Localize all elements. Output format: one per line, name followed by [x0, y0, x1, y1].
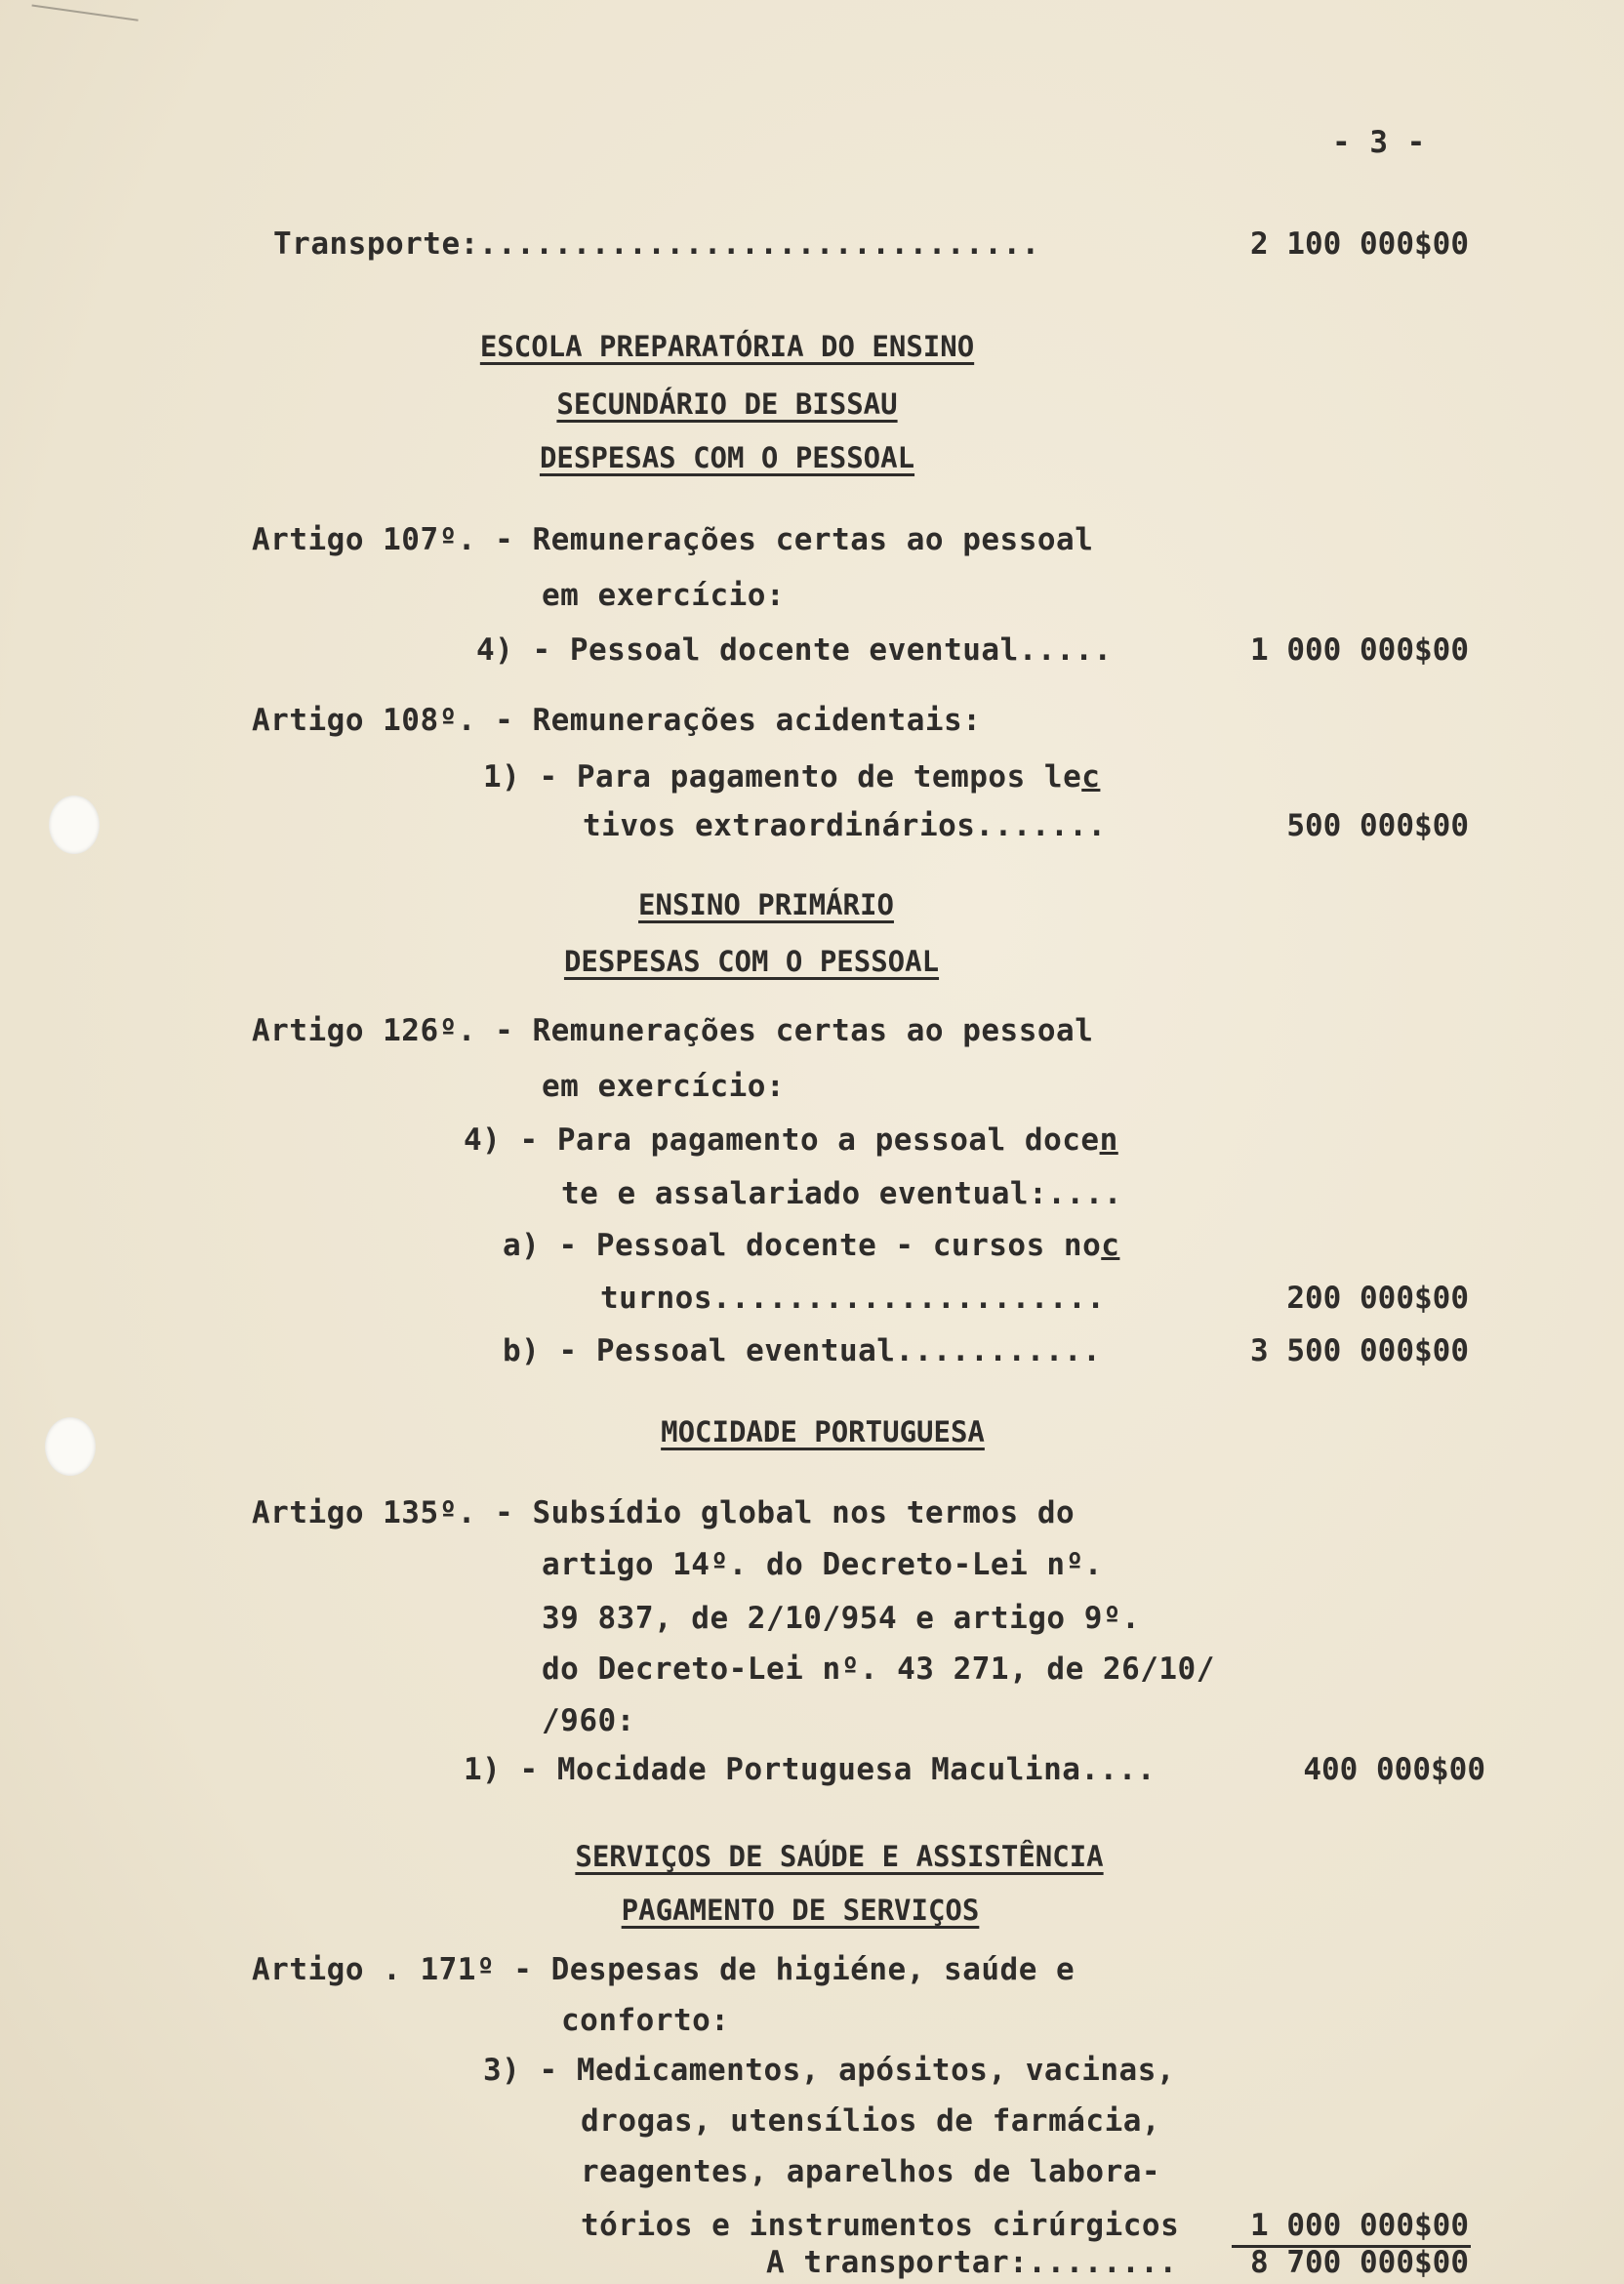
transporte-amount: 2 100 000$00 — [1250, 226, 1469, 262]
art126-line1: Artigo 126º. - Remunerações certas ao pessoal — [252, 1013, 1094, 1048]
punch-hole-bottom — [45, 1417, 96, 1476]
folded-corner — [27, 5, 138, 51]
art135-amount: 400 000$00 — [1303, 1752, 1485, 1787]
art107-item4: 4) - Pessoal docente eventual..... — [476, 632, 1113, 668]
art126-amount-a: 200 000$00 — [1286, 1281, 1469, 1316]
art135-item1: 1) - Mocidade Portuguesa Maculina.... — [464, 1752, 1157, 1787]
art108-amount: 500 000$00 — [1286, 808, 1469, 843]
art108-line1: Artigo 108º. - Remunerações acidentais: — [252, 703, 982, 738]
art126-item4: 4) - Para pagamento a pessoal docen — [464, 1122, 1118, 1158]
art126-item4-cont: te e assalariado eventual:.... — [561, 1176, 1122, 1211]
section-heading-pagamento: PAGAMENTO DE SERVIÇOS — [621, 1894, 980, 1927]
art108-item1-cont: tivos extraordinários....... — [583, 808, 1107, 843]
art135-line3: 39 837, de 2/10/954 e artigo 9º. — [542, 1601, 1141, 1636]
art171-line1: Artigo . 171º - Despesas de higiéne, saúde e — [252, 1952, 1076, 1987]
art171-item3-cont3: tórios e instrumentos cirúrgicos — [581, 2208, 1180, 2243]
art126-item-a-cont: turnos..................... — [600, 1281, 1106, 1316]
section-heading-despesas-1: DESPESAS COM O PESSOAL — [539, 441, 915, 474]
art171-line2: conforto: — [561, 2003, 730, 2038]
art126-amount-b: 3 500 000$00 — [1250, 1333, 1469, 1368]
art126-item-a: a) - Pessoal docente - cursos noc — [503, 1228, 1120, 1263]
art108-item1: 1) - Para pagamento de tempos lec — [483, 759, 1101, 795]
art135-line4: do Decreto-Lei nº. 43 271, de 26/10/ — [542, 1652, 1215, 1687]
art107-line2: em exercício: — [542, 578, 786, 613]
section-heading-escola: ESCOLA PREPARATÓRIA DO ENSINO — [479, 330, 975, 363]
art171-item3-cont2: reagentes, aparelhos de labora- — [581, 2154, 1161, 2189]
art135-line2: artigo 14º. do Decreto-Lei nº. — [542, 1547, 1103, 1582]
section-heading-secundario: SECUNDÁRIO DE BISSAU — [556, 387, 898, 421]
art135-line1: Artigo 135º. - Subsídio global nos termos do — [252, 1495, 1076, 1530]
transportar-label: A transportar:........ — [766, 2245, 1178, 2280]
section-heading-mocidade: MOCIDADE PORTUGUESA — [661, 1415, 985, 1448]
art171-amount: 1 000 000$00 — [1250, 2208, 1469, 2243]
page-number: - 3 - — [1332, 125, 1426, 160]
transporte-label: Transporte:.............................. — [273, 226, 1040, 262]
transportar-amount: 8 700 000$00 — [1250, 2245, 1469, 2280]
art107-amount: 1 000 000$00 — [1250, 632, 1469, 668]
art171-item3-cont1: drogas, utensílios de farmácia, — [581, 2103, 1161, 2139]
art126-item-b: b) - Pessoal eventual........... — [503, 1333, 1102, 1368]
art126-line2: em exercício: — [542, 1069, 786, 1104]
art171-item3: 3) - Medicamentos, apósitos, vacinas, — [483, 2053, 1176, 2088]
section-heading-saude: SERVIÇOS DE SAÚDE E ASSISTÊNCIA — [575, 1840, 1104, 1873]
section-heading-ensino-primario: ENSINO PRIMÁRIO — [638, 888, 894, 921]
section-heading-despesas-2: DESPESAS COM O PESSOAL — [563, 945, 940, 978]
punch-hole-top — [49, 795, 100, 854]
art107-line1: Artigo 107º. - Remunerações certas ao pessoal — [252, 522, 1094, 557]
art135-line5: /960: — [542, 1703, 635, 1738]
